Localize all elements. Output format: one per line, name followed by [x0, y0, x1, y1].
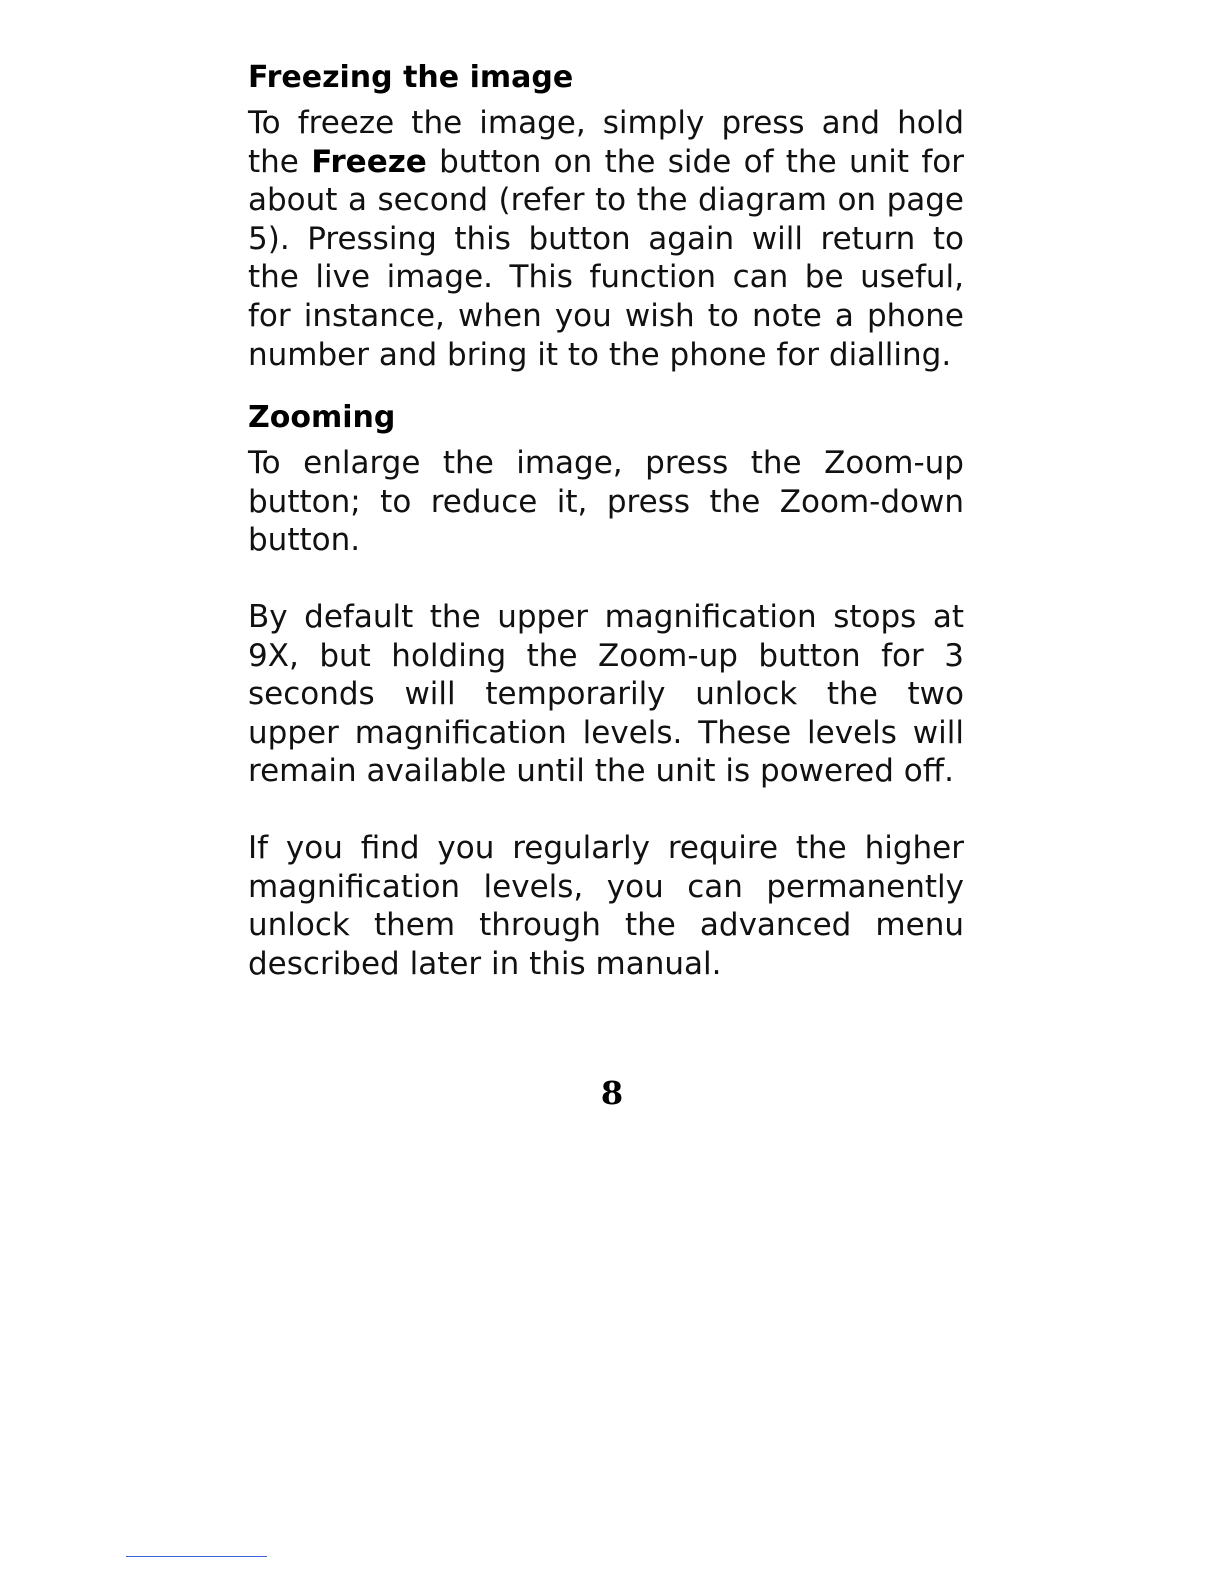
freeze-button-term: Freeze [311, 143, 427, 180]
freezing-heading: Freezing the image [248, 60, 574, 95]
freezing-paragraph [248, 104, 964, 374]
page-number: 8 [600, 1074, 624, 1112]
zooming-paragraph-1: To enlarge the image, press the Zoom-up button; to reduce it, press the Zoom-down button. [248, 445, 964, 559]
zooming-paragraph-3: If you find you regularly require the higher magnification levels, you can permanently unlock them through the advanced menu described later in this manual. [248, 829, 964, 982]
freezing-text-start: To freeze the image, simply press and hold the [248, 105, 964, 180]
footnote-separator [126, 1556, 267, 1557]
freezing-text-end: button on the side of the unit for about a second (refer to the diagram on page 5). Pressing this button again will return to the live image. This function can be useful, for instance, when you wish to note a phone number and bring it to the phone for dialling. [248, 143, 964, 373]
page-content [248, 56, 964, 983]
zooming-heading: Zooming [248, 400, 396, 436]
zooming-paragraph-2: By default the upper magnification stops at 9X, but holding the Zoom-up button for 3 seconds will temporarily unlock the two upper magnification levels. These levels will remain available until the unit is powered off. [248, 598, 964, 790]
